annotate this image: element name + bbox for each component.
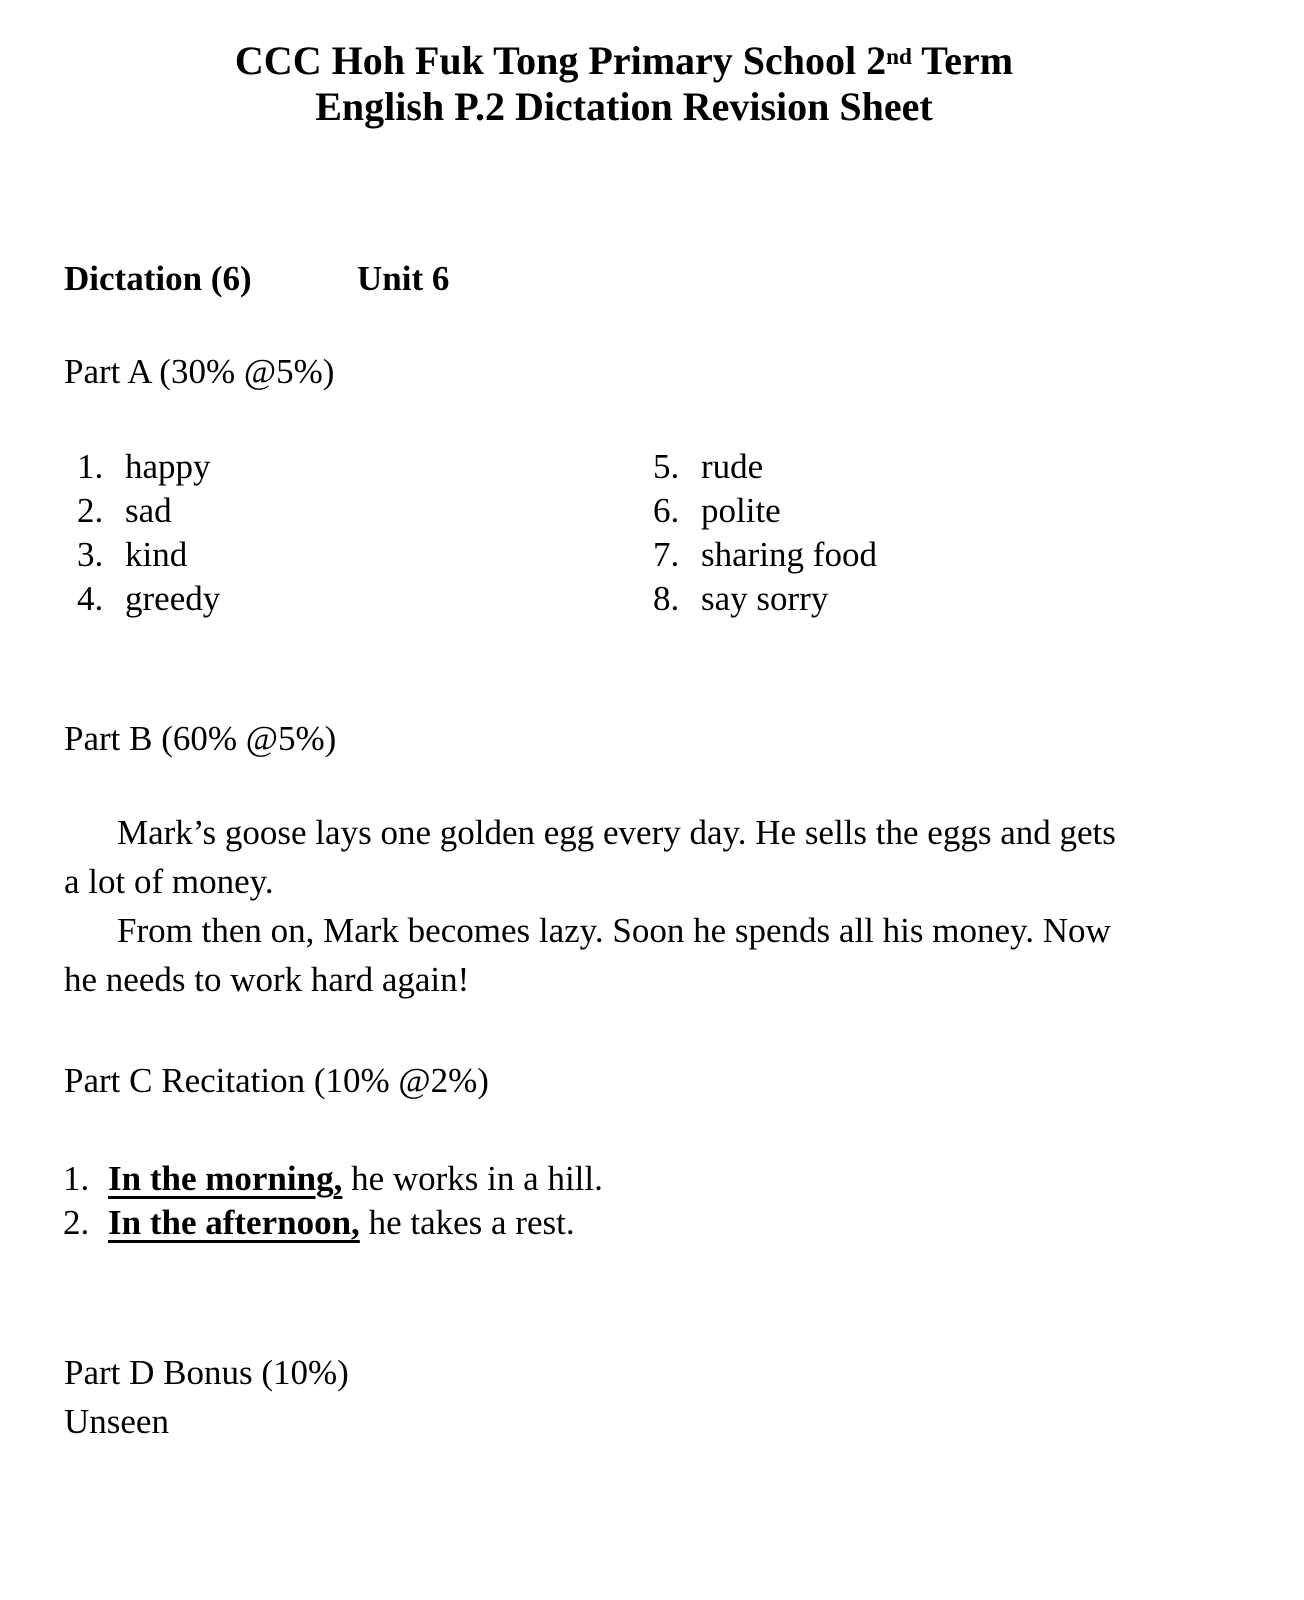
recitation-item bbox=[63, 1201, 603, 1245]
recitation-rest: he takes a rest. bbox=[359, 1203, 575, 1242]
part-c-recitation-list bbox=[63, 1157, 603, 1245]
list-item-number: 4. bbox=[77, 579, 104, 618]
dictation-heading: Dictation (6) bbox=[64, 259, 252, 298]
part-b-heading: Part B (60% @5%) bbox=[64, 719, 337, 758]
list-item bbox=[653, 533, 877, 577]
part-d-section bbox=[64, 1348, 349, 1446]
recitation-highlight: In the afternoon, bbox=[108, 1203, 360, 1242]
list-item bbox=[653, 577, 877, 621]
list-item bbox=[653, 489, 877, 533]
title-line-1-prefix: CCC Hoh Fuk Tong Primary School 2 bbox=[234, 38, 887, 83]
unit-label: Unit 6 bbox=[357, 259, 450, 298]
recitation-highlight: In the morning, bbox=[108, 1159, 343, 1198]
document-title bbox=[64, 38, 1184, 130]
list-item-number: 2. bbox=[77, 491, 104, 530]
list-item-number: 7. bbox=[653, 535, 680, 574]
list-item bbox=[77, 445, 220, 489]
part-a-heading: Part A (30% @5%) bbox=[64, 352, 335, 391]
list-item-number: 2. bbox=[63, 1203, 90, 1242]
passage-line: he needs to work hard again! bbox=[64, 960, 470, 999]
recitation-item bbox=[63, 1157, 603, 1201]
list-item bbox=[77, 489, 220, 533]
title-line-1 bbox=[64, 38, 1184, 84]
list-item-word: kind bbox=[125, 535, 188, 574]
word-list-left-column bbox=[77, 445, 220, 621]
list-item-number: 1. bbox=[63, 1159, 90, 1198]
passage-line: Mark’s goose lays one golden egg every day. He sells the eggs and gets bbox=[117, 813, 1116, 852]
list-item-word: say sorry bbox=[701, 579, 829, 618]
title-line-1-suffix: Term bbox=[911, 38, 1014, 83]
dictation-heading-row bbox=[64, 257, 1184, 301]
recitation-rest: he works in a hill. bbox=[342, 1159, 603, 1198]
list-item bbox=[77, 533, 220, 577]
word-list-right-column bbox=[653, 445, 877, 621]
list-item-word: sharing food bbox=[701, 535, 877, 574]
list-item-word: rude bbox=[701, 447, 764, 486]
title-line-2: English P.2 Dictation Revision Sheet bbox=[315, 84, 933, 129]
list-item-number: 8. bbox=[653, 579, 680, 618]
ordinal-superscript: nd bbox=[886, 43, 912, 70]
passage-line: a lot of money. bbox=[64, 862, 274, 901]
list-item-number: 6. bbox=[653, 491, 680, 530]
list-item-number: 3. bbox=[77, 535, 104, 574]
list-item-word: polite bbox=[701, 491, 781, 530]
passage-line: From then on, Mark becomes lazy. Soon he spends all his money. Now bbox=[117, 911, 1111, 950]
part-d-subheading: Unseen bbox=[64, 1402, 169, 1441]
list-item-number: 1. bbox=[77, 447, 104, 486]
list-item-word: greedy bbox=[125, 579, 221, 618]
list-item bbox=[653, 445, 877, 489]
list-item-number: 5. bbox=[653, 447, 680, 486]
part-c-heading: Part C Recitation (10% @2%) bbox=[64, 1061, 489, 1100]
part-d-heading: Part D Bonus (10%) bbox=[64, 1353, 349, 1392]
part-b-passage bbox=[64, 808, 1224, 1004]
list-item-word: sad bbox=[125, 491, 172, 530]
list-item-word: happy bbox=[125, 447, 211, 486]
list-item bbox=[77, 577, 220, 621]
